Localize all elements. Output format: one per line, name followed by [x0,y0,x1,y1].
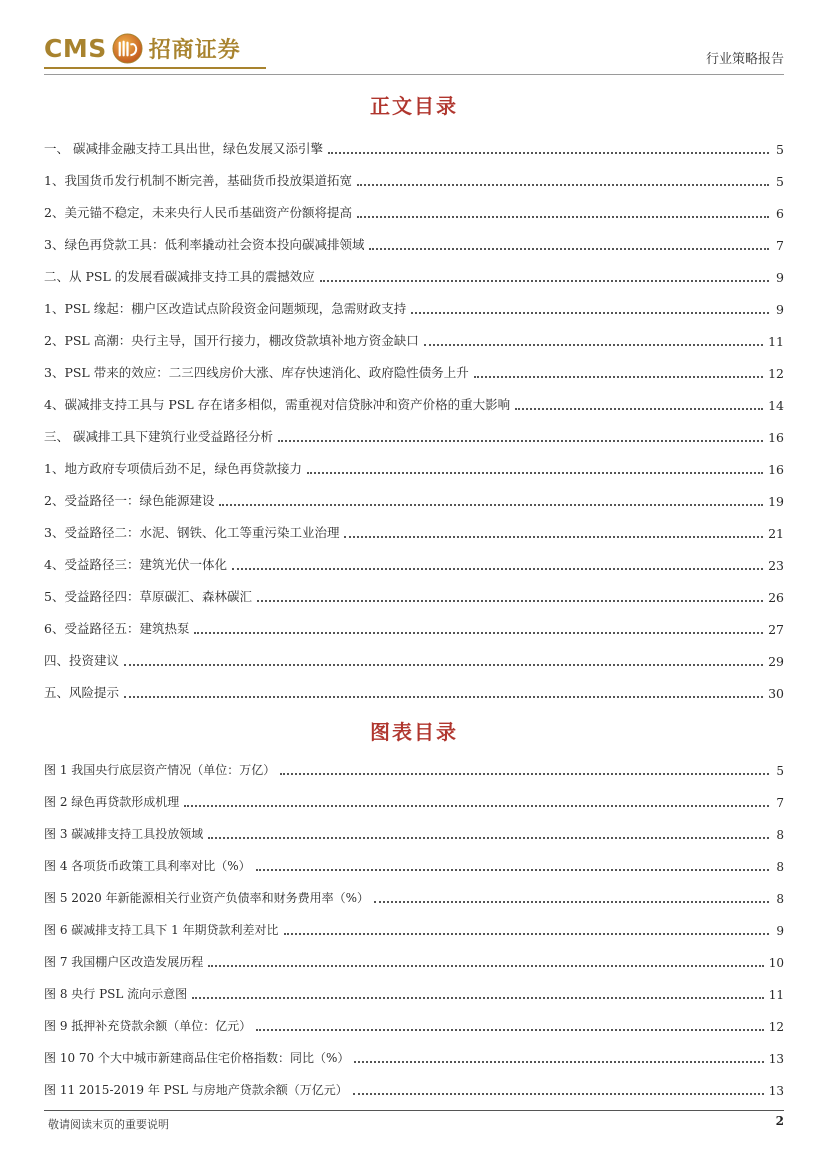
toc-entry-page: 6 [776,206,784,221]
toc-entry-page: 10 [768,956,784,970]
toc-entry[interactable] [44,515,784,547]
toc-entry-page: 9 [776,924,784,938]
toc-entry-page: 5 [776,142,784,157]
toc-entry-page: 23 [768,558,784,573]
toc-entry-label: 图 3 碳减排支持工具投放领域 [44,827,204,841]
toc-entry-page: 12 [768,1020,784,1034]
toc-entry[interactable] [44,976,784,1008]
toc-entry[interactable] [44,451,784,483]
toc-dot-leader [280,773,769,775]
toc-dot-leader [256,1029,763,1031]
logo-chinese-text: 招商证券 [148,37,241,63]
toc-entry-page: 13 [768,1084,784,1098]
toc-entry-page: 11 [768,334,784,349]
toc-entry-label: 三、 碳减排工具下建筑行业受益路径分析 [44,429,273,444]
toc-entry[interactable] [44,419,784,451]
toc-entry[interactable] [44,675,784,707]
toc-entry[interactable] [44,483,784,515]
toc-entry-label: 五、风险提示 [44,685,120,700]
toc-entry-page: 9 [776,302,784,317]
toc-entry-label: 3、PSL 带来的效应：二三四线房价大涨、库存快速消化、政府隐性债务上升 [44,365,469,380]
toc-entry-page: 19 [768,494,784,509]
toc-dot-leader [411,312,769,314]
toc-entry[interactable] [44,944,784,976]
toc-dot-leader [515,408,763,410]
toc-entry-page: 7 [776,238,784,253]
toc-dot-leader [307,472,763,474]
toc-entry-label: 2、美元锚不稳定，未来央行人民币基础资产份额将提高 [44,205,352,220]
toc-dot-leader [344,536,763,538]
logo-underline [44,67,266,69]
toc-entry[interactable] [44,1040,784,1072]
toc-entry-label: 图 2 绿色再贷款形成机理 [44,795,180,809]
toc-entry-page: 5 [776,174,784,189]
toc-dot-leader [424,344,763,346]
toc-entry-page: 12 [768,366,784,381]
toc-entry-page: 29 [768,654,784,669]
toc-entry-page: 8 [776,828,784,842]
toc-entry-page: 30 [768,686,784,701]
toc-entry[interactable] [44,1008,784,1040]
toc-entry-page: 7 [776,796,784,810]
toc-entry-label: 1、PSL 缘起：棚户区改造试点阶段资金问题频现，急需财政支持 [44,301,407,316]
toc-entry-page: 16 [768,462,784,477]
toc-entry-label: 5、受益路径四：草原碳汇、森林碳汇 [44,589,252,604]
toc-entry-label: 图 7 我国棚户区改造发展历程 [44,955,204,969]
toc-dot-leader [208,837,769,839]
main-toc-title: 正文目录 [370,94,458,118]
toc-entry[interactable] [44,611,784,643]
toc-entry[interactable] [44,547,784,579]
toc-entry-label: 1、地方政府专项债后劲不足，绿色再贷款接力 [44,461,302,476]
toc-dot-leader [208,965,763,967]
report-type-label: 行业策略报告 [705,52,784,67]
toc-entry-page: 5 [776,764,784,778]
toc-dot-leader [474,376,763,378]
toc-dot-leader [278,440,763,442]
toc-entry[interactable] [44,291,784,323]
toc-entry-label: 图 4 各项货币政策工具利率对比（%） [44,859,251,873]
toc-entry[interactable] [44,880,784,912]
toc-entry-label: 6、受益路径五：建筑热泵 [44,621,190,636]
toc-dot-leader [328,152,769,154]
toc-entry[interactable] [44,912,784,944]
toc-entry-page: 26 [768,590,784,605]
logo-latin-text: CMS [44,33,107,63]
toc-dot-leader [257,600,763,602]
footer-disclaimer-note: 敬请阅读末页的重要说明 [48,1118,169,1131]
toc-entry[interactable] [44,355,784,387]
toc-entry-page: 13 [768,1052,784,1066]
toc-entry-label: 图 1 我国央行底层资产情况（单位：万亿） [44,763,276,777]
toc-dot-leader [320,280,769,282]
page-header [44,30,784,70]
toc-entry[interactable] [44,195,784,227]
toc-entry-page: 11 [768,988,784,1002]
toc-entry[interactable] [44,579,784,611]
toc-dot-leader [124,664,763,666]
figure-toc-list [44,752,784,1104]
toc-dot-leader [354,1061,763,1063]
toc-entry-label: 图 8 央行 PSL 流向示意图 [44,987,188,1001]
toc-entry-page: 8 [776,892,784,906]
toc-entry[interactable] [44,131,784,163]
toc-dot-leader [357,184,769,186]
toc-entry-label: 4、受益路径三：建筑光伏一体化 [44,557,227,572]
toc-entry-label: 3、绿色再贷款工具：低利率撬动社会资本投向碳减排领域 [44,237,365,252]
company-logo [44,30,241,66]
toc-entry-label: 1、我国货币发行机制不断完善，基础货币投放渠道拓宽 [44,173,352,188]
footer-page-number: 2 [775,1114,784,1128]
toc-dot-leader [284,933,769,935]
toc-entry[interactable] [44,323,784,355]
toc-entry[interactable] [44,784,784,816]
header-divider [44,74,784,75]
toc-entry-label: 二、从 PSL 的发展看碳减排支持工具的震撼效应 [44,269,315,284]
toc-dot-leader [353,1093,764,1095]
toc-entry[interactable] [44,227,784,259]
cms-emblem-icon [112,33,143,64]
toc-dot-leader [357,216,769,218]
toc-entry[interactable] [44,752,784,784]
main-toc-list [44,131,784,707]
toc-entry[interactable] [44,1072,784,1104]
toc-dot-leader [232,568,763,570]
toc-entry-page: 9 [776,270,784,285]
toc-entry[interactable] [44,163,784,195]
toc-entry-label: 图 5 2020 年新能源相关行业资产负债率和财务费用率（%） [44,891,370,905]
toc-entry[interactable] [44,643,784,675]
toc-dot-leader [184,805,769,807]
toc-entry-page: 14 [768,398,784,413]
toc-entry-label: 图 10 70 个大中城市新建商品住宅价格指数：同比（%） [44,1051,350,1065]
toc-entry-label: 四、投资建议 [44,653,120,668]
toc-dot-leader [194,632,763,634]
toc-entry[interactable] [44,848,784,880]
toc-entry-label: 一、 碳减排金融支持工具出世，绿色发展又添引擎 [44,141,323,156]
toc-entry[interactable] [44,259,784,291]
toc-dot-leader [374,901,769,903]
toc-dot-leader [192,997,764,999]
toc-entry-label: 图 11 2015-2019 年 PSL 与房地产贷款余额（万亿元） [44,1083,348,1097]
toc-entry-page: 27 [768,622,784,637]
toc-entry-label: 3、受益路径二：水泥、钢铁、化工等重污染工业治理 [44,525,340,540]
toc-entry-page: 16 [768,430,784,445]
toc-dot-leader [369,248,769,250]
toc-entry-page: 21 [768,526,784,541]
toc-entry-label: 图 9 抵押补充贷款余额（单位：亿元） [44,1019,252,1033]
toc-dot-leader [124,696,763,698]
toc-dot-leader [219,504,763,506]
footer-divider [44,1110,784,1111]
toc-entry-label: 2、PSL 高潮：央行主导，国开行接力，棚改贷款填补地方资金缺口 [44,333,419,348]
toc-entry[interactable] [44,387,784,419]
toc-entry-label: 图 6 碳减排支持工具下 1 年期贷款利差对比 [44,923,279,937]
toc-dot-leader [256,869,769,871]
toc-entry-label: 2、受益路径一：绿色能源建设 [44,493,215,508]
toc-entry-label: 4、碳减排支持工具与 PSL 存在诸多相似，需重视对信贷脉冲和资产价格的重大影响 [44,397,511,412]
figure-toc-title: 图表目录 [370,720,458,744]
toc-entry[interactable] [44,816,784,848]
toc-entry-page: 8 [776,860,784,874]
